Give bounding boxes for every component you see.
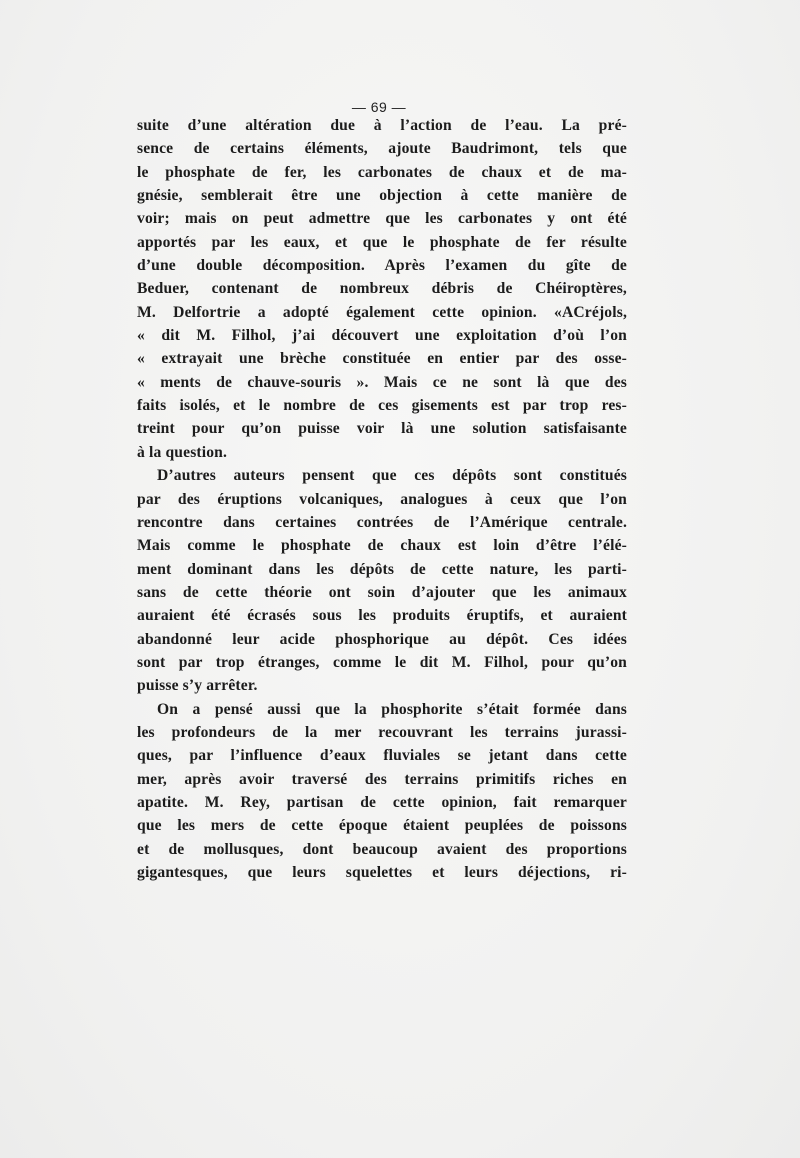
- text-line: d’une double décomposition. Après l’examen du gîte de: [137, 257, 627, 275]
- text-line: ques, par l’influence d’eaux fluviales se jetant dans cette: [137, 747, 627, 765]
- text-line: ment dominant dans les dépôts de cette nature, les parti-: [137, 560, 627, 578]
- text-line: Beduer, contenant de nombreux débris de Chéiroptères,: [137, 280, 627, 298]
- text-line: gnésie, semblerait être une objection à cette manière de: [137, 187, 627, 205]
- text-line: rencontre dans certaines contrées de l’Amérique centrale.: [137, 513, 627, 531]
- text-line: sans de cette théorie ont soin d’ajouter que les animaux: [137, 583, 627, 601]
- text-line: sont par trop étranges, comme le dit M. Filhol, pour qu’on: [137, 653, 627, 671]
- text-line: mer, après avoir traversé des terrains primitifs riches en: [137, 770, 627, 788]
- text-line: Mais comme le phosphate de chaux est loin d’être l’élé-: [137, 537, 627, 555]
- text-line: treint pour qu’on puisse voir là une solution satisfaisante: [137, 420, 627, 438]
- text-line: que les mers de cette époque étaient peuplées de poissons: [137, 817, 627, 835]
- text-line: sence de certains éléments, ajoute Baudrimont, tels que: [137, 140, 627, 158]
- text-line: apportés par les eaux, et que le phosphate de fer résulte: [137, 233, 627, 251]
- page-number: — 69 —: [351, 99, 407, 115]
- text-line: « dit M. Filhol, j’ai découvert une exploitation d’où l’on: [137, 327, 627, 345]
- text-line: et de mollusques, dont beaucoup avaient des proportions: [137, 840, 627, 858]
- text-line: faits isolés, et le nombre de ces gisements est par trop res-: [137, 397, 627, 415]
- text-line: M. Delfortrie a adopté également cette opinion. «ACréjols,: [137, 303, 627, 321]
- body-text: [137, 114, 627, 884]
- text-line: les profondeurs de la mer recouvrant les terrains jurassi-: [137, 723, 627, 741]
- text-line: « ments de chauve-souris ». Mais ce ne sont là que des: [137, 373, 627, 391]
- text-line: le phosphate de fer, les carbonates de chaux et de ma-: [137, 163, 627, 181]
- text-line: apatite. M. Rey, partisan de cette opinion, fait remarquer: [137, 793, 627, 811]
- text-line: suite d’une altération due à l’action de l’eau. La pré-: [137, 117, 627, 134]
- text-line: puisse s’y arrêter.: [137, 677, 258, 695]
- text-line: voir; mais on peut admettre que les carbonates y ont été: [137, 210, 627, 228]
- text-line: par des éruptions volcaniques, analogues à ceux que l’on: [137, 490, 627, 508]
- text-line: « extrayait une brèche constituée en entier par des osse-: [137, 350, 627, 368]
- text-line: gigantesques, que leurs squelettes et leurs déjections, ri-: [137, 864, 627, 881]
- text-line: auraient été écrasés sous les produits éruptifs, et auraient: [137, 607, 627, 625]
- text-line: abandonné leur acide phosphorique au dépôt. Ces idées: [137, 630, 627, 648]
- text-line: à la question.: [137, 443, 228, 461]
- text-line: On a pensé aussi que la phosphorite s’était formée dans: [157, 700, 627, 718]
- text-line: D’autres auteurs pensent que ces dépôts sont constitués: [157, 467, 627, 485]
